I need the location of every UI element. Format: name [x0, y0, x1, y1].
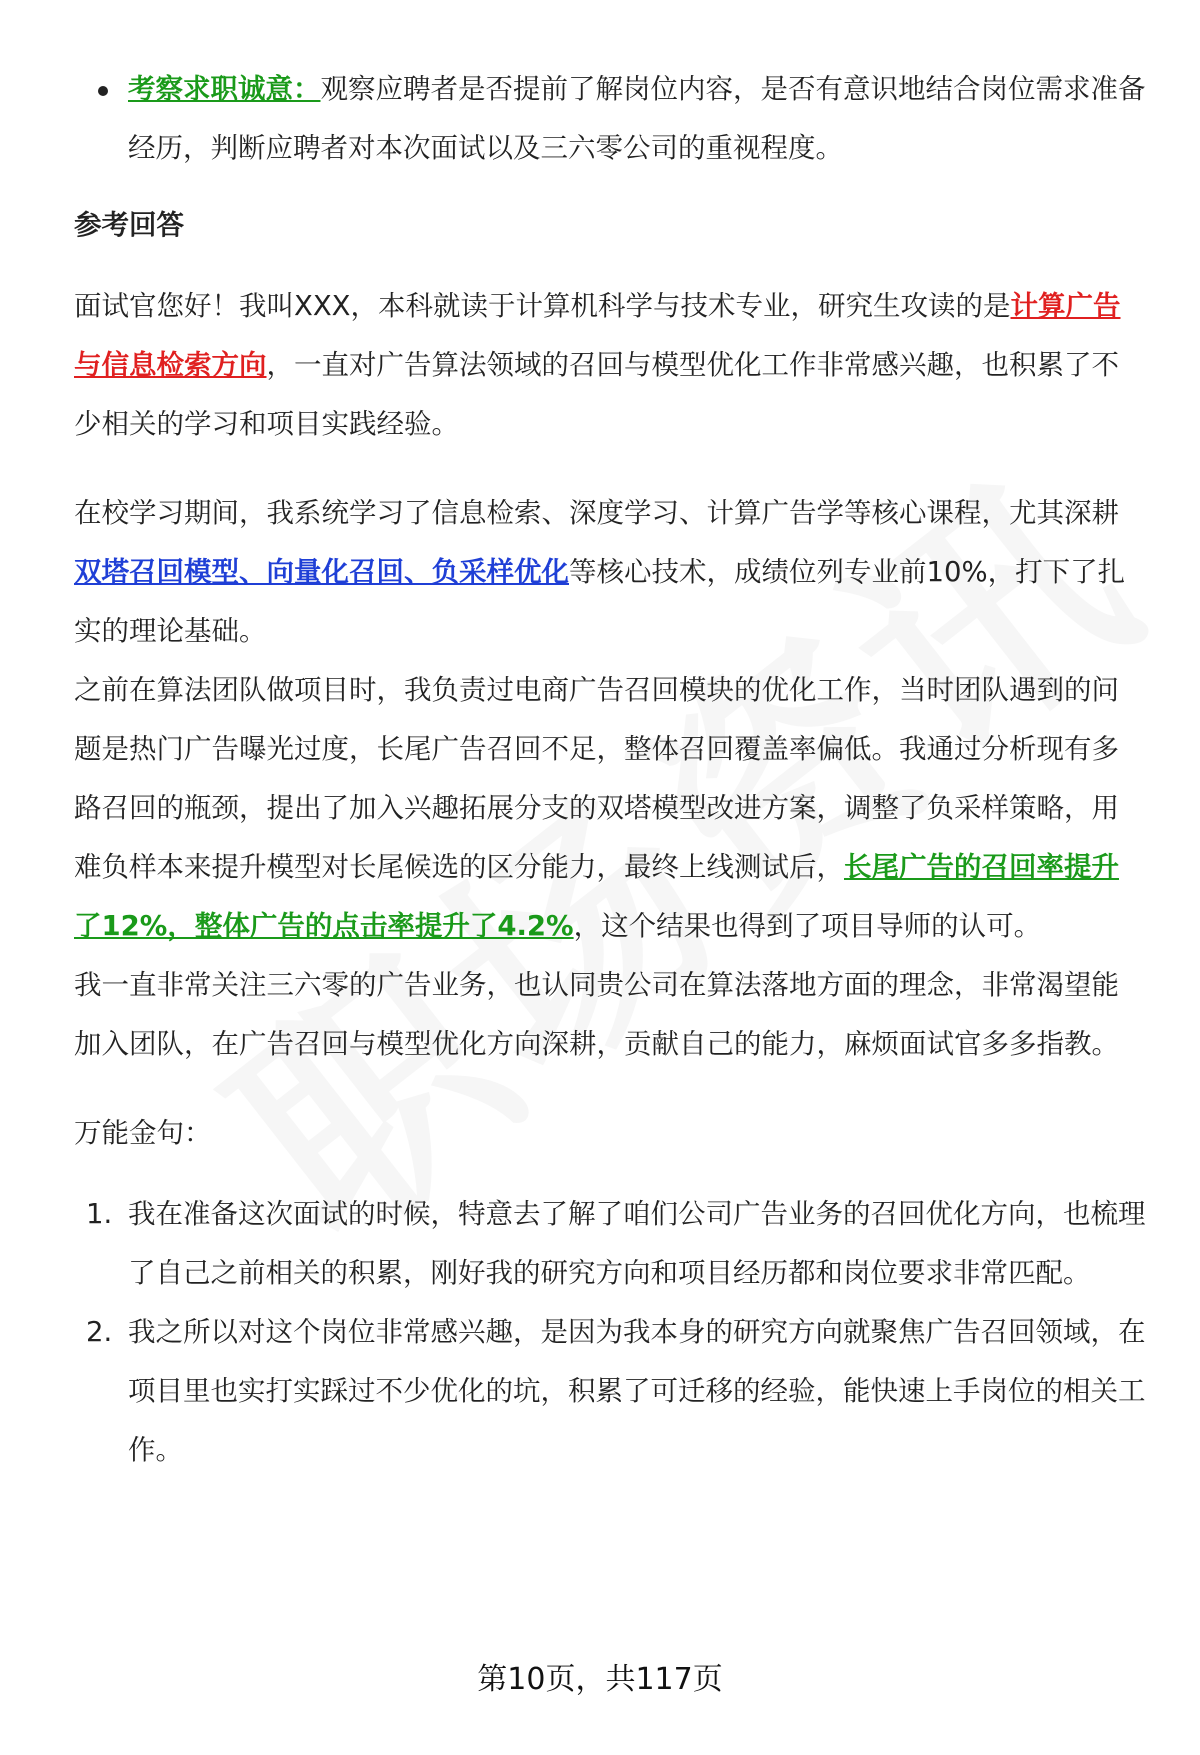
study-text: 在校学习期间，我系统学习了信息检索、深度学习、计算广告学等核心课程，尤其深耕 — [74, 497, 1119, 529]
list-text: 我之所以对这个岗位非常感兴趣，是因为我本身的研究方向就聚焦广告召回领域，在项目里也实打实踩过不少优化的坑，积累了可迁移的经验，能快速上手岗位的相关工作。 — [128, 1316, 1146, 1466]
intro-text: 面试官您好！我叫XXX，本科就读于计算机科学与技术专业，研究生攻读的是 — [74, 290, 1011, 322]
list-number: 2. — [86, 1316, 113, 1348]
bullet-label: 考察求职诚意： — [128, 73, 321, 105]
paragraph-project — [74, 661, 1146, 956]
intro-text-end: ，一直对广告算法领域的召回与模型优化工作非常感兴趣，也积累了不少相关的学习和项目实践经验。 — [74, 349, 1119, 440]
bullet-item — [74, 60, 1146, 178]
project-text: 之前在算法团队做项目时，我负责过电商广告召回模块的优化工作，当时团队遇到的问题是热门广告曝光过度，长尾广告召回不足，整体召回覆盖率偏低。我通过分析现有多路召回的瓶颈，提出了加入兴趣拓展分支的双塔模型改进方案，调整了负采样策略，用难负样本来提升模型对长尾候选的区分能力，最终上线测试后， — [74, 674, 1119, 883]
section-heading: 参考回答 — [74, 209, 184, 241]
golden-list — [74, 1185, 1146, 1480]
project-text-end: ，这个结果也得到了项目导师的认可。 — [573, 910, 1042, 942]
page-footer: 第10页，共117页 — [477, 1662, 723, 1697]
study-highlight: 双塔召回模型、向量化召回、负采样优化 — [74, 556, 569, 588]
project-highlight: 长尾广告的召回率提升了12%，整体广告的点击率提升了4.2% — [74, 851, 1119, 942]
list-item — [74, 1303, 1146, 1480]
study-text-end: 等核心技术，成绩位列专业前10%，打下了扎实的理论基础。 — [74, 556, 1126, 647]
paragraph-intro — [74, 277, 1146, 454]
intro-highlight: 计算广告与信息检索方向 — [74, 290, 1121, 381]
bullet-text: 观察应聘者是否提前了解岗位内容，是否有意识地结合岗位需求准备经历，判断应聘者对本次面试以及三六零公司的重视程度。 — [128, 73, 1146, 164]
list-item — [74, 1185, 1146, 1303]
list-number: 1. — [86, 1198, 113, 1230]
list-text: 我在准备这次面试的时候，特意去了解了咱们公司广告业务的召回优化方向，也梳理了自己之前相关的积累，刚好我的研究方向和项目经历都和岗位要求非常匹配。 — [128, 1198, 1146, 1289]
page-content — [74, 60, 1146, 1480]
paragraph-study — [74, 484, 1146, 661]
paragraph-closing: 我一直非常关注三六零的广告业务，也认同贵公司在算法落地方面的理念，非常渴望能加入团队，在广告召回与模型优化方向深耕，贡献自己的能力，麻烦面试官多多指教。 — [74, 969, 1119, 1060]
bullet-dot — [98, 86, 108, 96]
golden-title: 万能金句： — [74, 1117, 212, 1149]
